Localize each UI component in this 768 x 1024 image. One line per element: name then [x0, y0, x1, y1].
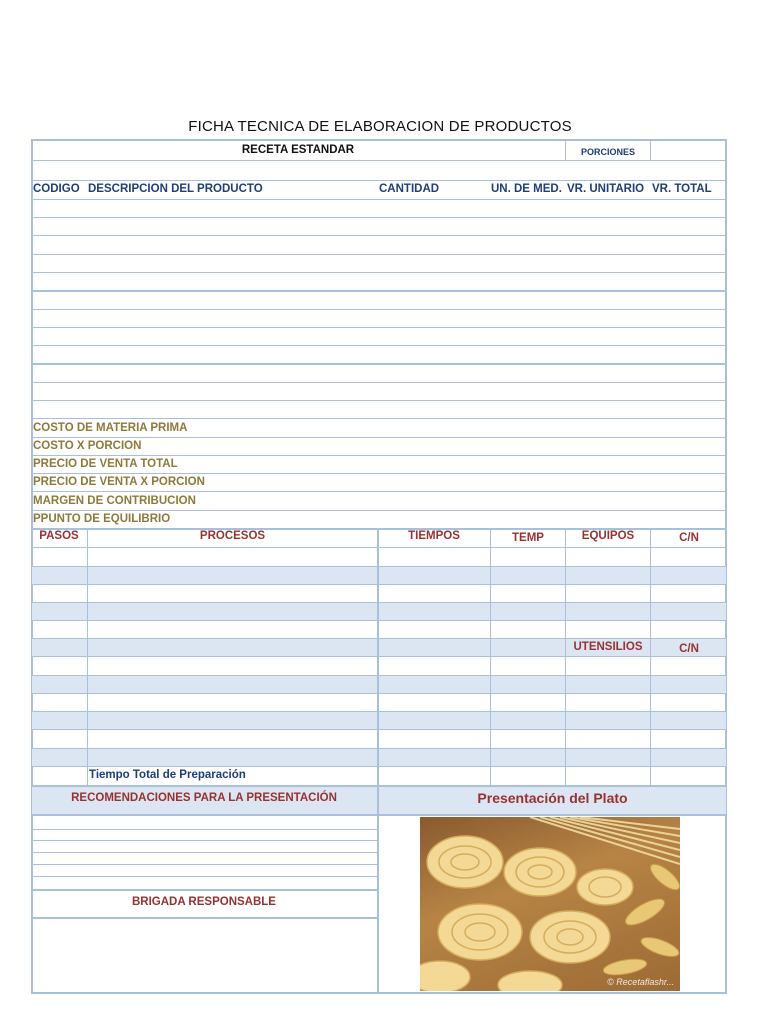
col-cn-utensilios: C/N: [679, 643, 699, 655]
break-even-point: PPUNTO DE EQUILIBRIO: [33, 513, 171, 525]
col-unidad: UN. DE MED.: [491, 183, 562, 195]
col-total: VR. TOTAL: [652, 183, 712, 195]
col-equipos: EQUIPOS: [581, 530, 635, 542]
cost-por-porcion: COSTO X PORCION: [33, 440, 142, 452]
cost-materia-prima: COSTO DE MATERIA PRIMA: [33, 422, 188, 434]
page-title: FICHA TECNICA DE ELABORACION DE PRODUCTOS: [188, 118, 572, 135]
col-cn-equipos: C/N: [679, 532, 699, 544]
presentation-heading: Presentación del Plato: [477, 790, 628, 806]
dish-photo: [420, 817, 680, 991]
col-descripcion: DESCRIPCION DEL PRODUCTO: [88, 183, 263, 195]
recipe-heading: RECETA ESTANDAR: [241, 144, 355, 156]
col-tiempos: TIEMPOS: [408, 530, 460, 542]
col-cantidad: CANTIDAD: [379, 183, 440, 195]
portions-label: PORCIONES: [580, 147, 635, 157]
total-time-label: Tiempo Total de Preparación: [89, 769, 246, 781]
col-temp: TEMP: [512, 532, 544, 544]
recommendations-heading: RECOMENDACIONES PARA LA PRESENTACIÓN: [71, 792, 337, 804]
portions-input[interactable]: [652, 141, 725, 159]
col-utensilios: UTENSILIOS: [573, 641, 643, 653]
photo-watermark: © Recetaflashr...: [607, 977, 674, 987]
price-total: PRECIO DE VENTA TOTAL: [33, 458, 178, 470]
col-unitario: VR. UNITARIO: [567, 183, 645, 195]
price-por-porcion: PRECIO DE VENTA X PORCION: [33, 476, 205, 488]
brigade-heading: BRIGADA RESPONSABLE: [132, 896, 276, 908]
col-procesos: PROCESOS: [199, 530, 266, 542]
col-pasos: PASOS: [39, 530, 79, 542]
col-codigo: CODIGO: [33, 183, 80, 195]
contribution-margin: MARGEN DE CONTRIBUCION: [33, 495, 196, 507]
